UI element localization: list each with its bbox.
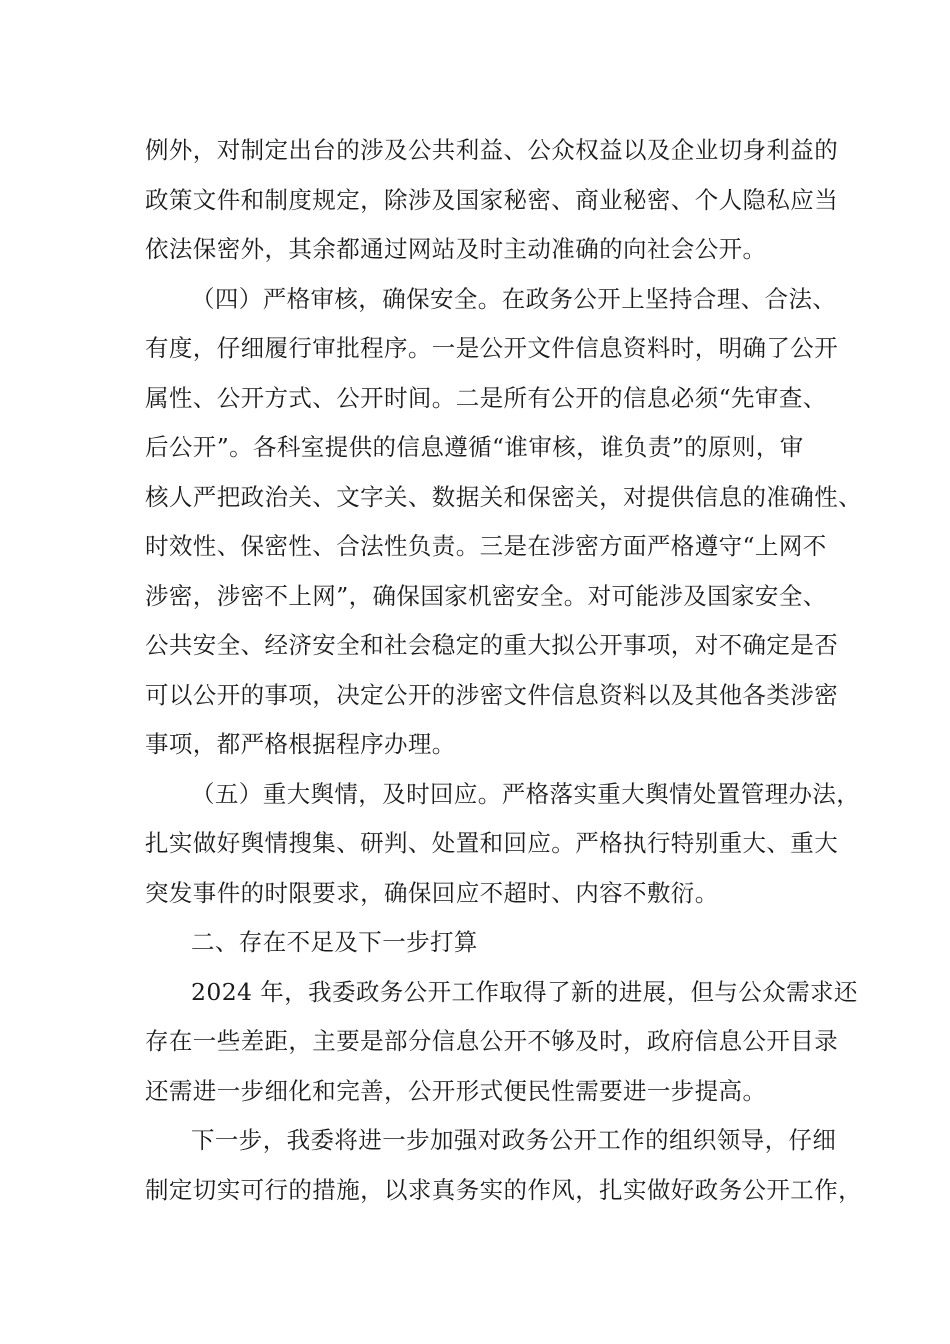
- paragraph-public-opinion-response: [145, 770, 861, 919]
- text-line: 公共安全、经济安全和社会稳定的重大拟公开事项，对不确定是否: [145, 631, 839, 659]
- paragraph-strict-review: [145, 275, 862, 770]
- text-line: 可以公开的事项，决定公开的涉密文件信息资料以及其他各类涉密: [145, 680, 839, 709]
- text-line: 例外，对制定出台的涉及公共利益、公众权益以及企业切身利益的: [145, 136, 839, 164]
- text-line: 属性、公开方式、公开时间。二是所有公开的信息必须“先审查、: [145, 383, 827, 412]
- paragraph-shortcomings: [145, 968, 858, 1117]
- text-line: 政策文件和制度规定，除涉及国家秘密、商业秘密、个人隐私应当: [145, 185, 839, 214]
- text-line: 后公开”。各科室提供的信息遵循“谁审核，谁负责”的原则，审: [145, 433, 804, 461]
- text-line: 2024 年，我委政务公开工作取得了新的进展，但与公众需求还: [191, 977, 858, 1006]
- text-line: 涉密，涉密不上网”，确保国家机密安全。对可能涉及国家安全、: [145, 581, 827, 610]
- text-line: 还需进一步细化和完善，公开形式便民性需要进一步提高。: [145, 1076, 767, 1105]
- text-line: 有度，仔细履行审批程序。一是公开文件信息资料时，明确了公开: [145, 334, 839, 362]
- text-line: 制定切实可行的措施，以求真务实的作风，扎实做好政务公开工作，: [145, 1175, 862, 1204]
- text-line: 存在一些差距，主要是部分信息公开不够及时，政府信息公开目录: [145, 1027, 839, 1055]
- text-line: （四）严格审核，确保安全。在政务公开上坚持合理、合法、: [191, 284, 837, 313]
- document-body: [145, 126, 862, 1215]
- text-line: 扎实做好舆情搜集、研判、处置和回应。严格执行特别重大、重大: [145, 829, 839, 857]
- text-line: 时效性、保密性、合法性负责。三是在涉密方面严格遵守“上网不: [145, 532, 827, 560]
- text-line: 突发事件的时限要求，确保回应不超时、内容不敷衍。: [145, 878, 719, 907]
- paragraph-public-disclosure-scope: [145, 126, 839, 275]
- text-line: （五）重大舆情，及时回应。严格落实重大舆情处置管理办法，: [191, 779, 861, 808]
- section-heading: 二、存在不足及下一步打算: [191, 928, 478, 956]
- text-line: 核人严把政治关、文字关、数据关和保密关，对提供信息的准确性、: [145, 482, 862, 511]
- paragraph-next-steps: [145, 1116, 862, 1215]
- section-heading-shortcomings-and-plans: [145, 918, 825, 968]
- text-line: 下一步，我委将进一步加强对政务公开工作的组织领导，仔细: [191, 1126, 837, 1154]
- text-line: 依法保密外，其余都通过网站及时主动准确的向社会公开。: [145, 235, 767, 263]
- text-line: 事项，都严格根据程序办理。: [145, 730, 456, 758]
